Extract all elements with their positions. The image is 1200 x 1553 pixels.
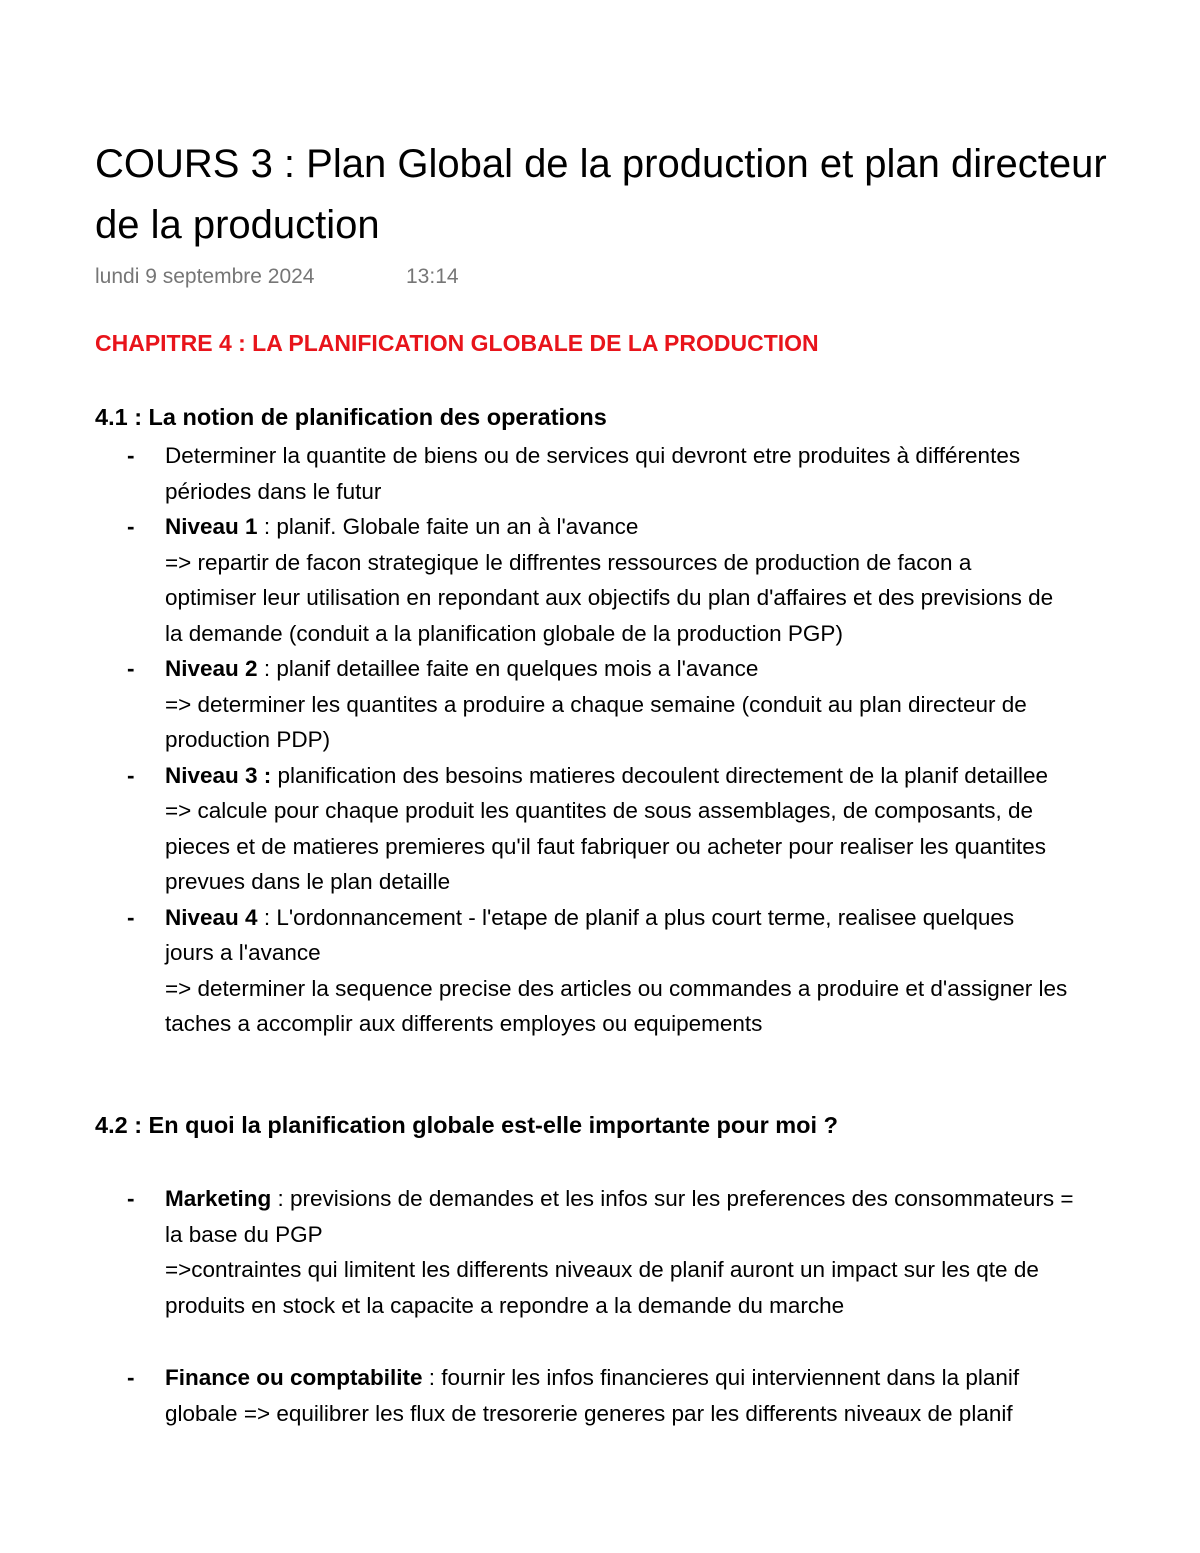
- list-item: [95, 1181, 1200, 1323]
- item-label: Niveau 4: [165, 904, 258, 930]
- list-item: [95, 900, 1200, 1042]
- item-text-line: la demande (conduit a la planification globale de la production PGP): [165, 620, 843, 646]
- bullet-dash: -: [127, 904, 135, 930]
- section-4-1-heading: [95, 404, 607, 431]
- item-text-line: prevues dans le plan detaille: [165, 869, 451, 894]
- bullet-dash: -: [127, 1365, 135, 1390]
- item-text-line: => determiner la sequence precise des articles ou commandes a produire et d'assigner les: [165, 975, 1068, 1001]
- item-label: Niveau 1: [165, 514, 258, 539]
- section-title: La notion de planification des operations: [142, 404, 607, 430]
- section-title: En quoi la planification globale est-elle importante pour moi ?: [142, 1112, 838, 1138]
- title-line-1: COURS 3 : Plan Global de la production et plan directeur: [95, 142, 1107, 186]
- item-text: : fournir les infos financieres qui interviennent dans la planif: [422, 1365, 1020, 1390]
- section-number: 4.1 :: [95, 404, 143, 430]
- item-text-line: taches a accomplir aux differents employes ou equipements: [165, 1011, 763, 1036]
- bullet-dash: -: [127, 514, 135, 539]
- item-text-line: => calcule pour chaque produit les quantites de sous assemblages, de composants, de: [165, 798, 1034, 823]
- list-item: [95, 758, 1200, 900]
- item-label: Finance ou comptabilite: [165, 1365, 423, 1390]
- section-4-2-list: [95, 1181, 1200, 1323]
- item-text-line: production PDP): [165, 727, 331, 752]
- chapter-heading: CHAPITRE 4 : LA PLANIFICATION GLOBALE DE LA PRODUCTION: [95, 330, 819, 356]
- item-text-line: => determiner les quantites a produire a chaque semaine (conduit au plan directeur de: [165, 691, 1027, 717]
- page-title: [95, 134, 1200, 256]
- bullet-dash: -: [127, 762, 135, 788]
- section-4-2-list-2: [95, 1360, 1200, 1431]
- list-item: [95, 1360, 1200, 1431]
- list-item: [95, 651, 1200, 758]
- item-text: : L'ordonnancement - l'etape de planif a plus court terme, realisee quelques: [257, 904, 1015, 930]
- item-text-line: Determiner la quantite de biens ou de services qui devront etre produites à différentes: [165, 443, 1021, 468]
- item-text-line: globale => equilibrer les flux de tresorerie generes par les differents niveaux de planif: [165, 1400, 1013, 1426]
- section-4-1-list: [95, 438, 1200, 1042]
- title-line-2: de la production: [95, 203, 380, 247]
- item-text-line: pieces et de matieres premieres qu'il faut fabriquer ou acheter pour realiser les quantites: [165, 833, 1047, 859]
- item-text-line: périodes dans le futur: [165, 478, 382, 504]
- item-text: : previsions de demandes et les infos sur les preferences des consommateurs =: [271, 1186, 1074, 1211]
- timestamp: [95, 265, 459, 289]
- item-label: Marketing: [165, 1186, 272, 1211]
- bullet-dash: -: [127, 656, 135, 681]
- section-4-2-heading: [95, 1112, 838, 1139]
- date-text: lundi 9 septembre 2024: [95, 265, 315, 288]
- time-text: 13:14: [406, 265, 459, 288]
- item-text-line: => repartir de facon strategique le diffrentes ressources de production de facon a: [165, 549, 972, 575]
- item-label: Niveau 2: [165, 656, 258, 681]
- section-number: 4.2 :: [95, 1112, 143, 1138]
- list-item: [95, 438, 1200, 509]
- item-text-line: jours a l'avance: [165, 940, 321, 965]
- list-item: [95, 509, 1200, 651]
- item-text: : planif. Globale faite un an à l'avance: [257, 514, 639, 539]
- item-text: planification des besoins matieres decoulent directement de la planif detaillee: [271, 762, 1049, 788]
- item-text-line: la base du PGP: [165, 1221, 323, 1247]
- bullet-dash: -: [127, 443, 135, 468]
- item-text-line: optimiser leur utilisation en repondant aux objectifs du plan d'affaires et des previsions de: [165, 585, 1054, 610]
- bullet-dash: -: [127, 1186, 135, 1211]
- item-text-line: =>contraintes qui limitent les differents niveaux de planif auront un impact sur les qte de: [165, 1257, 1039, 1282]
- item-label: Niveau 3 :: [165, 762, 272, 788]
- item-text-line: produits en stock et la capacite a repondre a la demande du marche: [165, 1292, 845, 1318]
- item-text: : planif detaillee faite en quelques mois a l'avance: [257, 656, 759, 681]
